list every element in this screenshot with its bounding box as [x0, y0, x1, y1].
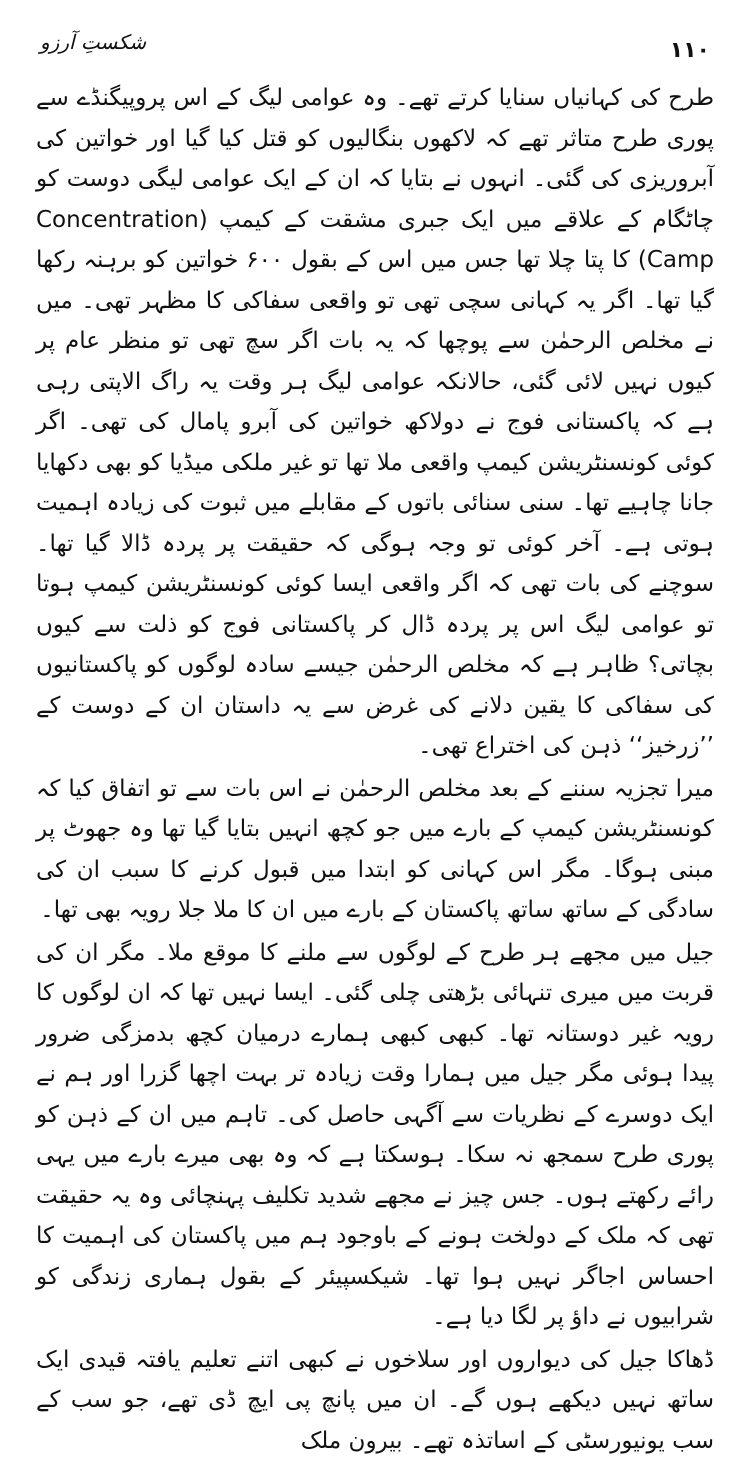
paragraph: میرا تجزیہ سننے کے بعد مخلص الرحمٰن نے اس بات سے تو اتفاق کیا کہ کونسنٹریشن کیمپ کے بارے میں جو کچھ انہیں بتایا گیا تھا وہ جھوٹ پر مبنی ہوگا۔ مگر اس کہانی کو ابتدا میں قبول کرنے کا سبب ان کی سادگی کے ساتھ ساتھ پاکستان کے بارے میں ان کا ملا جلا رویہ بھی تھا۔ [36, 775, 714, 923]
page-header [40, 30, 710, 70]
paragraph: ڈھاکا جیل کی دیواروں اور سلاخوں نے کبھی اتنے تعلیم یافتہ قیدی ایک ساتھ نہیں دیکھے ہوں گے۔ ان میں پانچ پی ایچ ڈی تھے، جو سب کے سب یونیورسٹی کے اساتذہ تھے۔ بیرون ملک [36, 1346, 714, 1454]
paragraph: طرح کی کہانیاں سنایا کرتے تھے۔ وہ عوامی لیگ کے اس پروپیگنڈے سے پوری طرح متاثر تھے کہ لاکھوں بنگالیوں کو قتل کیا گیا اور خواتین کی آبروریزی کی گئی۔ انہوں نے بتایا کہ ان کے ایک عوامی لیگی دوست کو چاٹگام کے علاقے میں ایک جبری مشقت کے کیمپ (Concentration Camp) کا پتا چلا تھا جس میں اس کے بقول ۶۰۰ خواتین کو برہنہ رکھا گیا تھا۔ اگر یہ کہانی سچی تھی تو واقعی سفاکی کا مظہر تھی۔ میں نے مخلص الرحمٰن سے پوچھا کہ یہ بات اگر سچ تھی تو منظر عام پر کیوں نہیں لائی گئی، حالانکہ عوامی لیگ ہر وقت یہ راگ الاپتی رہی ہے کہ پاکستانی فوج نے دولاکھ خواتین کی آبرو پامال کی تھی۔ اگر کوئی کونسنٹریشن کیمپ واقعی ملا تھا تو غیر ملکی میڈیا کو بھی دکھایا جانا چاہیے تھا۔ سنی سنائی باتوں کے مقابلے میں ثبوت کی زیادہ اہمیت ہوتی ہے۔ آخر کوئی تو وجہ ہوگی کہ حقیقت پر پردہ ڈالا گیا تھا۔ سوچنے کی بات تھی کہ اگر واقعی ایسا کوئی کونسنٹریشن کیمپ ہوتا تو عوامی لیگ اس پر پردہ ڈال کر پاکستانی فوج کو ذلت سے کیوں بچاتی؟ ظاہر ہے کہ مخلص الرحمٰن جیسے سادہ لوگوں کو پاکستانیوں کی سفاکی کا یقین دلانے کی غرض سے یہ داستان ان کے دوست کے ’’زرخیز‘‘ ذہن کی اختراع تھی۔ [36, 85, 714, 759]
page-number: ١١٠ [669, 38, 710, 63]
paragraph: جیل میں مجھے ہر طرح کے لوگوں سے ملنے کا موقع ملا۔ مگر ان کی قربت میں میری تنہائی بڑھتی چلی گئی۔ ایسا نہیں تھا کہ ان لوگوں کا رویہ غیر دوستانہ تھا۔ کبھی کبھی ہمارے درمیان کچھ بدمزگی ضرور پیدا ہوئی مگر جیل میں ہمارا وقت زیادہ تر بہت اچھا گزرا اور ہم نے ایک دوسرے کے نظریات سے آگہی حاصل کی۔ تاہم میں ان کے ذہن کو پوری طرح سمجھ نہ سکا۔ ہوسکتا ہے کہ وہ بھی میرے بارے میں یہی رائے رکھتے ہوں۔ جس چیز نے مجھے شدید تکلیف پہنچائی وہ یہ حقیقت تھی کہ ملک کے دولخت ہونے کے باوجود ہم میں پاکستان کی اہمیت کا احساس اجاگر نہیں ہوا تھا۔ شیکسپیئر کے بقول ہماری زندگی کو شرابیوں نے داؤ پر لگا دیا ہے۔ [36, 939, 714, 1330]
book-title: شکستِ آرزو [40, 30, 147, 54]
page-body [36, 78, 714, 1463]
